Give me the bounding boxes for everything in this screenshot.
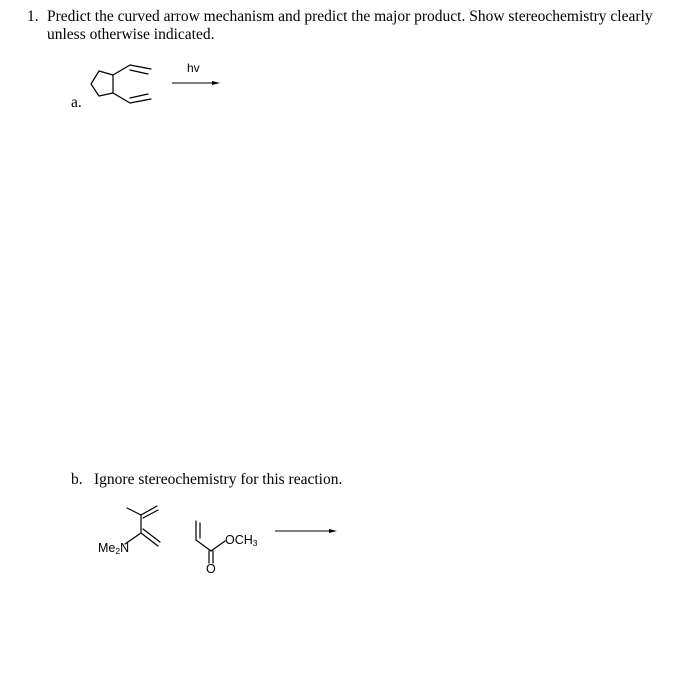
part-b-label: b. [71,471,83,488]
acrylate-structure [196,521,225,563]
carbonyl-oxygen-label: O [206,562,216,576]
dimethylamino-label: $Me_2N$ [98,541,130,556]
reaction-condition-hv: hv [187,61,200,75]
part-b-instruction: Ignore stereochemistry for this reaction. [94,471,343,488]
part-a-label: a. [71,94,82,111]
bicyclic-diene-structure [91,65,151,103]
reaction-arrow-b [275,529,337,533]
enamine-diene-structure [125,506,160,546]
question-text: Predict the curved arrow mechanism and predict the major product. Show stereochemistry clearly unless otherwise indicated. [47,8,653,43]
methoxy-label: $OCH_3$ [225,533,258,548]
reaction-arrow-a [172,81,220,85]
question-number: 1. [27,8,39,25]
